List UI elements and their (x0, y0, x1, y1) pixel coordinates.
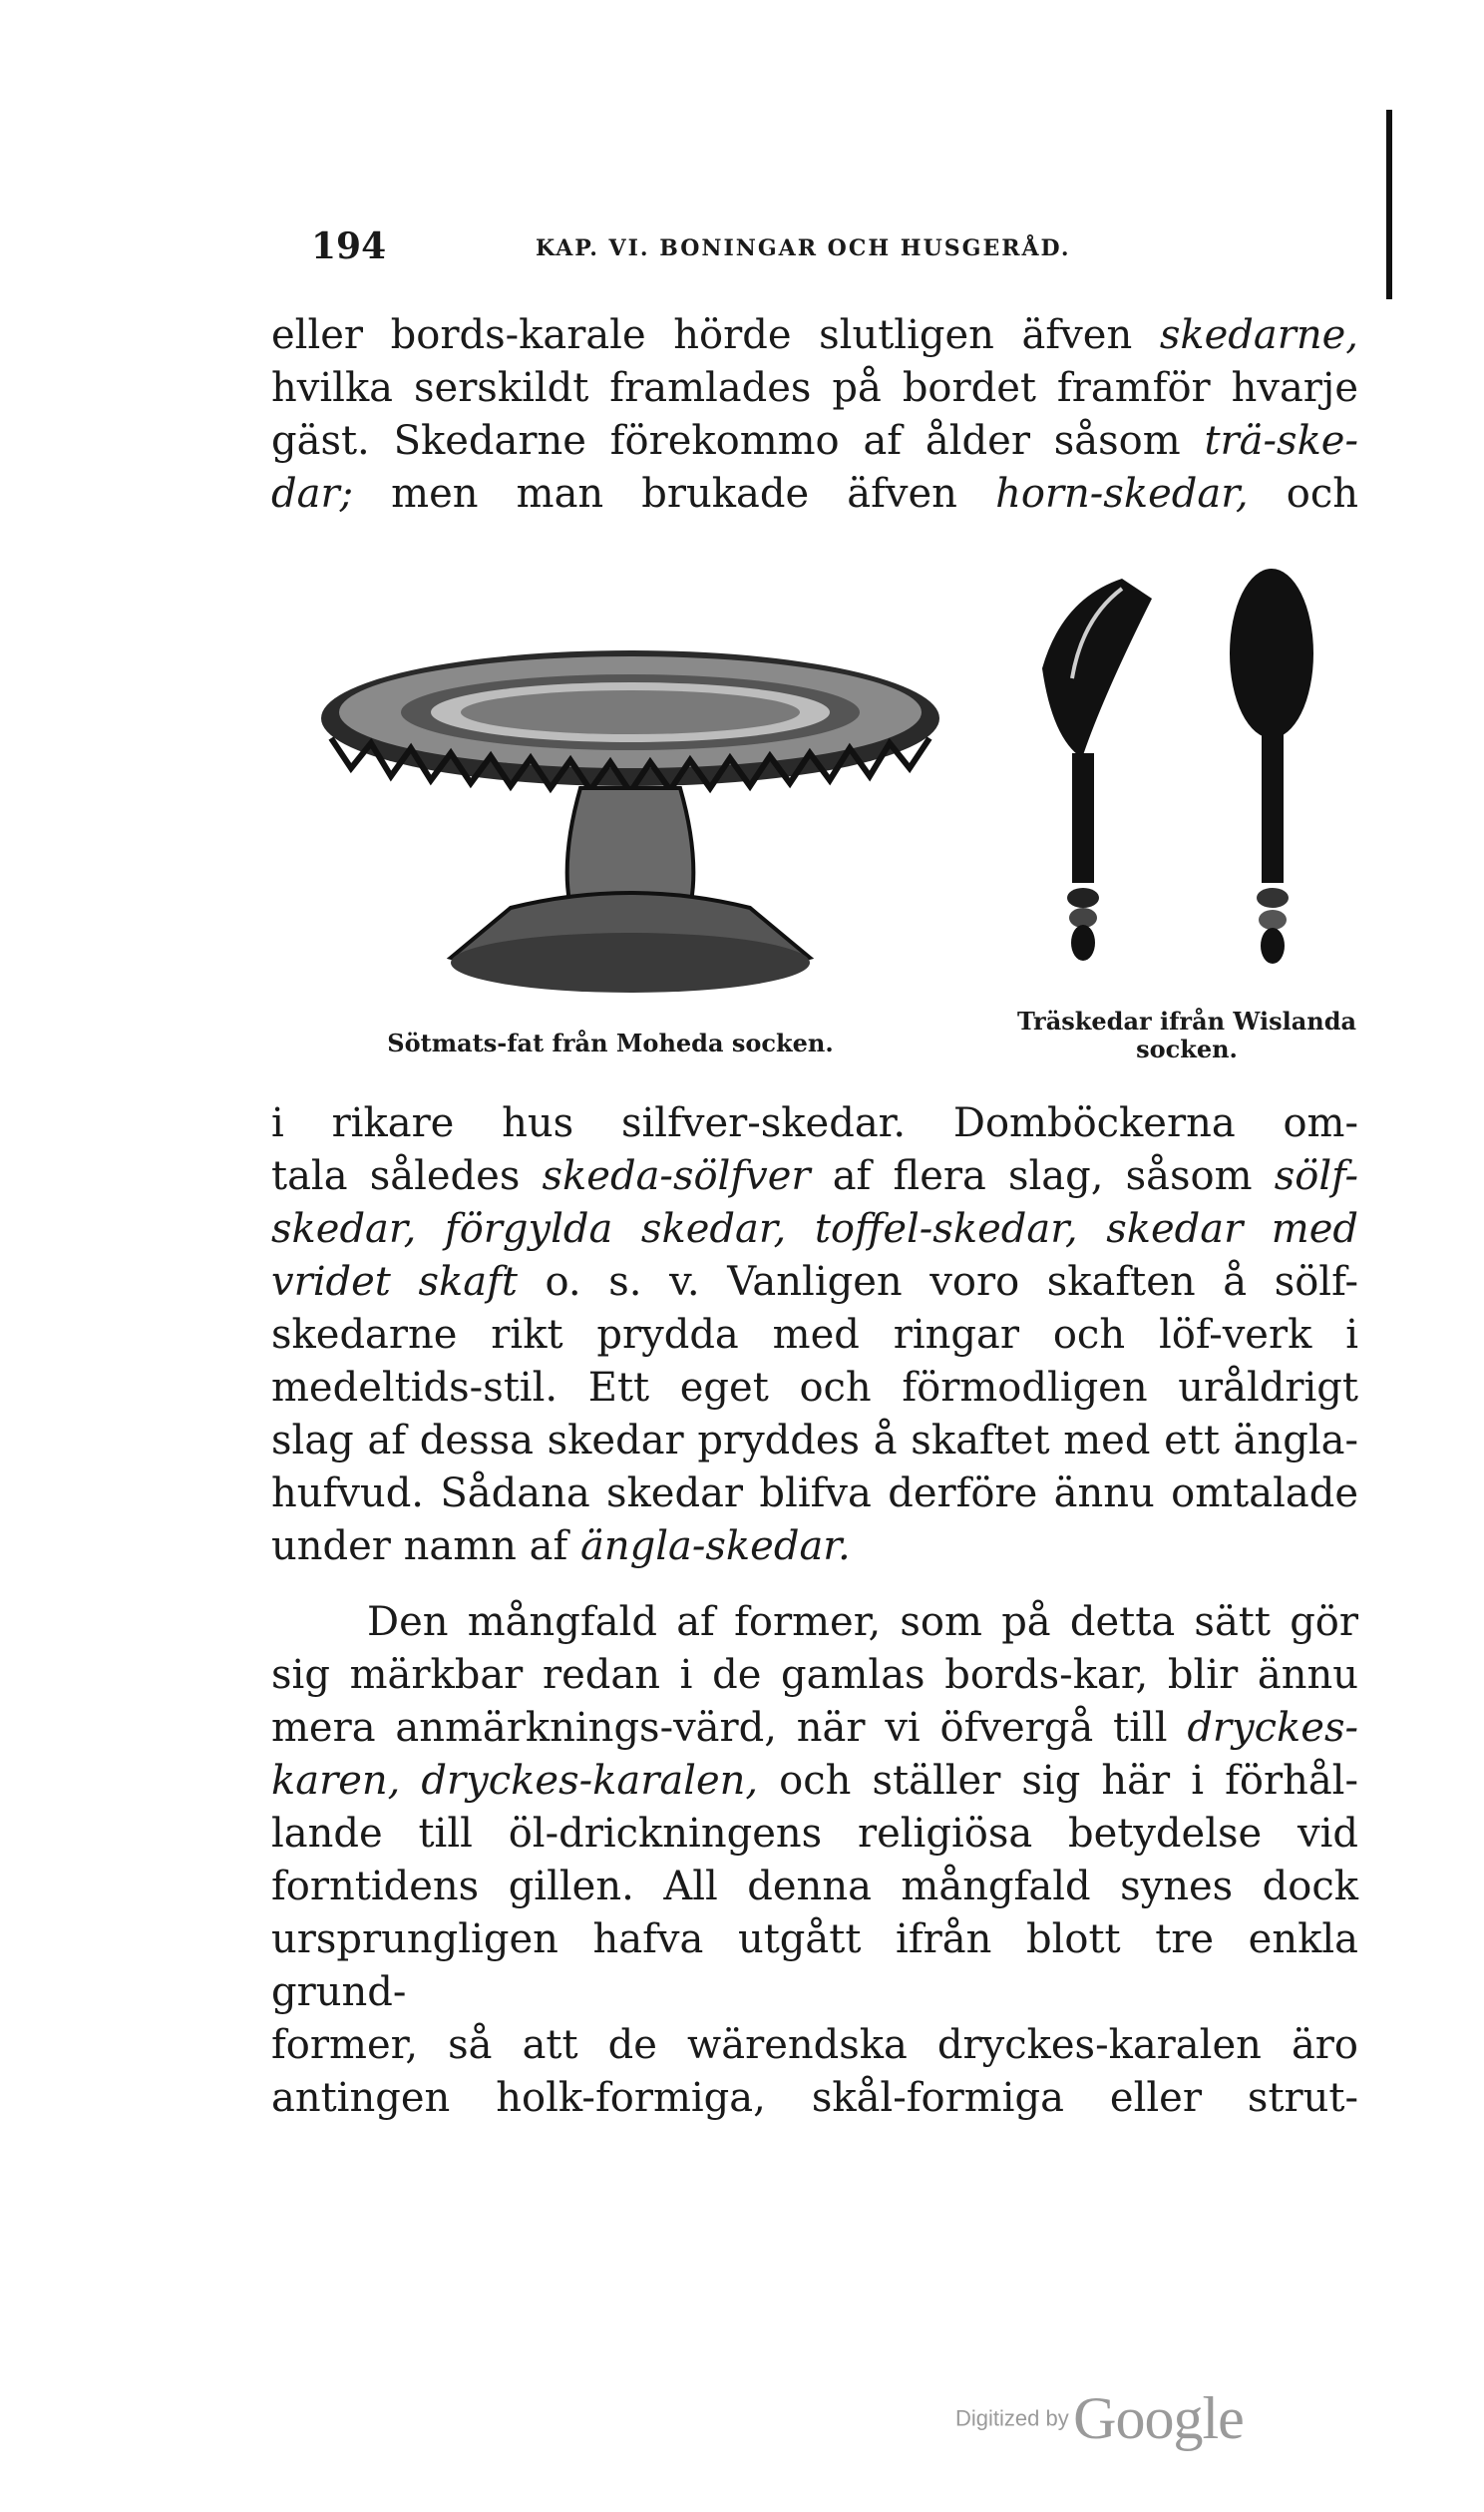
text-line: dar; men man brukade äfven horn-skedar, och (271, 471, 1358, 517)
paragraph-2 (271, 1097, 1358, 1573)
text-line: skedar, förgylda skedar, toffel-skedar, skedar med (271, 1206, 1358, 1252)
running-head: KAP. VI. BONINGAR OCH HUSGERÅD. (536, 235, 1071, 261)
text-line: i rikare hus silfver-skedar. Domböckerna om- (271, 1100, 1358, 1146)
page-number: 194 (311, 225, 387, 267)
text-line: sig märkbar redan i de gamlas bords-kar, blir ännu (271, 1652, 1358, 1698)
text-line: former, så att de wärendska dryckes-karalen äro (271, 2022, 1358, 2068)
text-line: tala således skeda-sölfver af flera slag, såsom sölf- (271, 1153, 1359, 1199)
text-line: ursprungligen hafva utgått ifrån blott tre enkla grund- (271, 1916, 1358, 2015)
right-figure-caption (997, 1008, 1376, 1063)
text-line: gäst. Skedarne förekommo af ålder såsom trä-ske- (271, 418, 1358, 464)
text-line: hvilka serskildt framlades på bordet framför hvarje (271, 365, 1358, 411)
page-header (311, 225, 1358, 265)
text-line: lande till öl-drickningens religiösa betydelse vid (271, 1811, 1358, 1857)
text-line: karen, dryckes-karalen, och ställer sig här i förhål- (271, 1758, 1358, 1804)
google-logo: Google (1073, 2385, 1244, 2451)
text-line: skedarne rikt prydda med ringar och löf-verk i (271, 1312, 1358, 1358)
margin-bar (1386, 110, 1392, 299)
text-line: hufvud. Sådana skedar blifva derföre ännu omtalade (271, 1470, 1358, 1516)
text-line: forntidens gillen. All denna mångfald synes dock (271, 1864, 1358, 1909)
paragraph-3 (271, 1596, 1358, 2125)
left-figure-caption: Sötmats-fat från Moheda socken. (387, 1029, 834, 1057)
sweetmeat-dish-illustration (311, 609, 949, 1008)
caption-line: Träskedar ifrån Wislanda (1016, 1007, 1357, 1036)
digitized-by-google-watermark (955, 2384, 1244, 2453)
text-line: under namn af ängla-skedar. (271, 1523, 851, 1569)
text-line: antingen holk-formiga, skål-formiga eller strut- (271, 2075, 1358, 2121)
text-line: eller bords-karale hörde slutligen äfven skedarne, (271, 312, 1358, 358)
text-line: medeltids-stil. Ett eget och förmodligen uråldrigt (271, 1365, 1358, 1411)
text-line: vridet skaft o. s. v. Vanligen voro skaften å sölf- (271, 1259, 1358, 1305)
digitized-label: Digitized by (955, 2405, 1069, 2431)
text-line: slag af dessa skedar pryddes å skaftet med ett ängla- (271, 1418, 1358, 1464)
text-line: Den mångfald af former, som på detta sätt gör (367, 1599, 1358, 1645)
caption-line: socken. (1136, 1035, 1238, 1063)
wooden-spoons-illustration (1002, 559, 1371, 978)
paragraph-1 (271, 309, 1358, 521)
text-line: mera anmärknings-värd, när vi öfvergå till dryckes- (271, 1705, 1358, 1751)
